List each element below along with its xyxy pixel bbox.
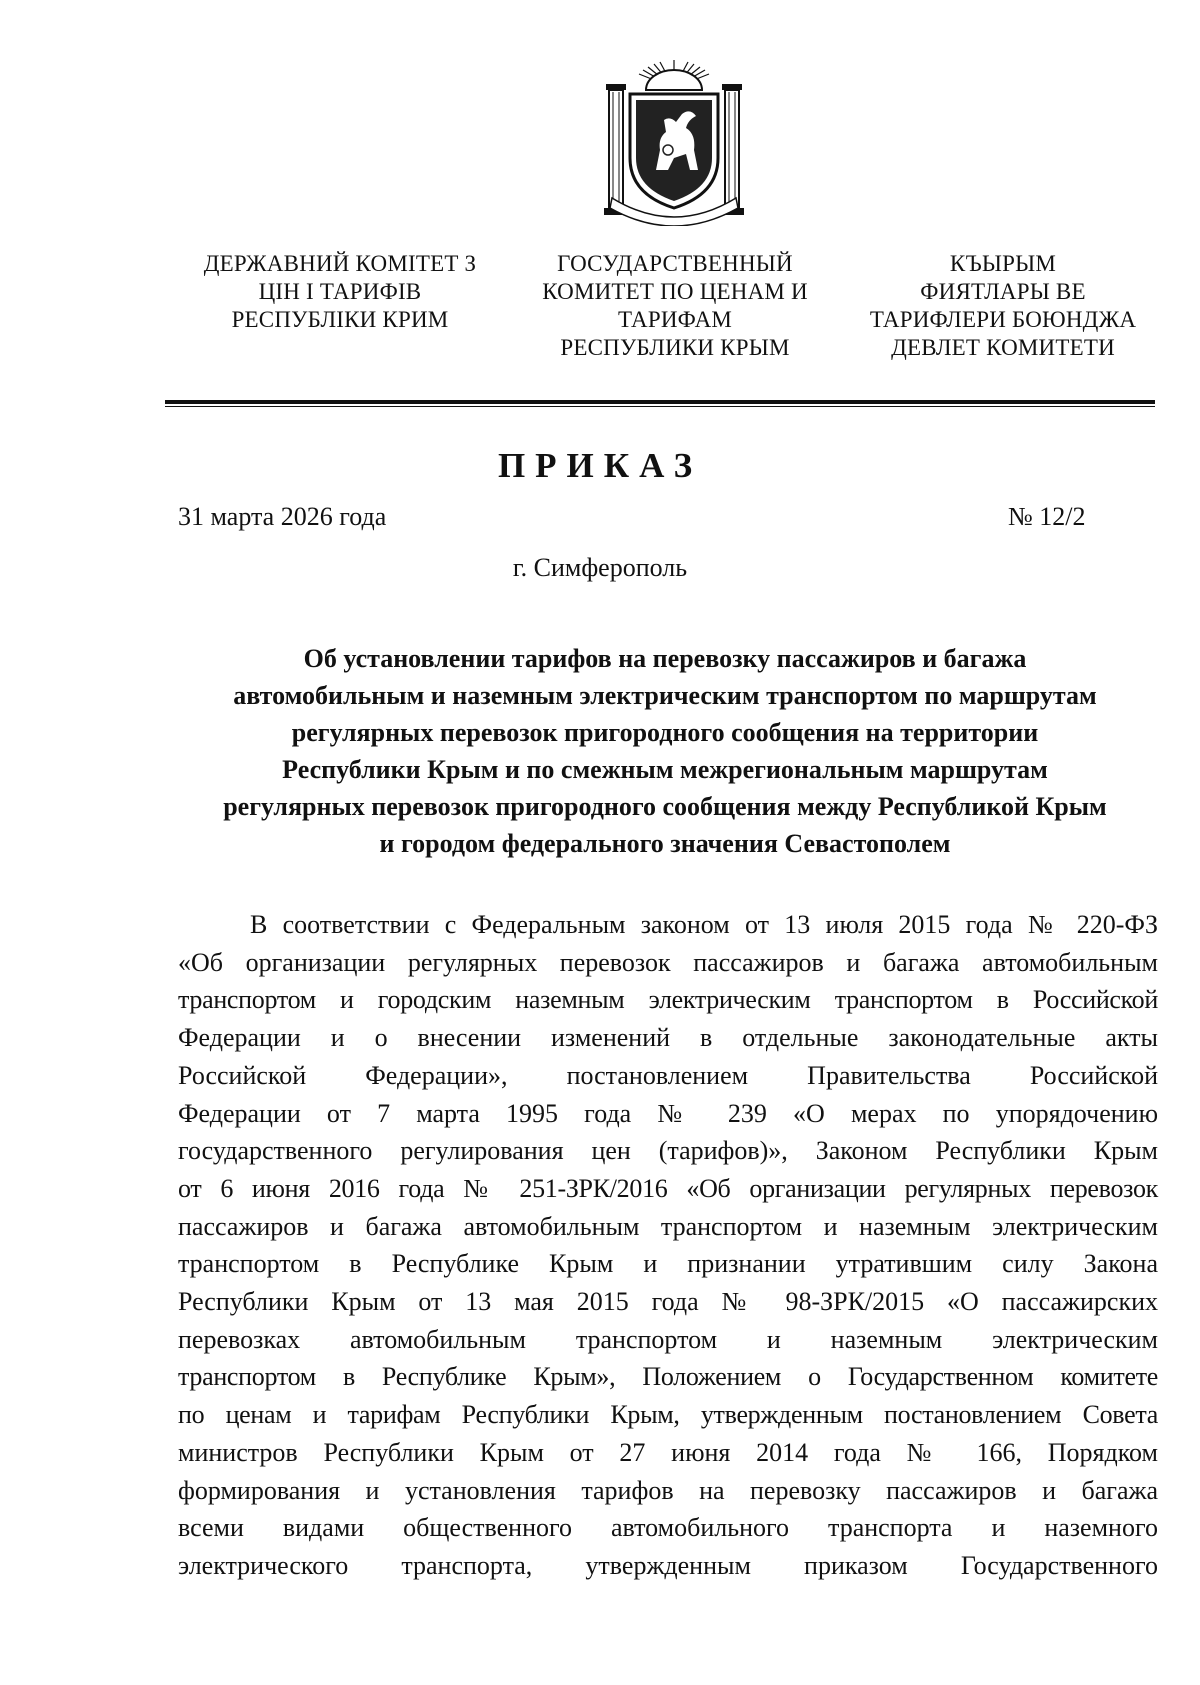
subject-line: Республики Крым и по смежным межрегиональным маршрутам [282,755,1048,784]
body-line: В соответствии с Федеральным законом от 13 июля 2015 года № 220-ФЗ [250,910,1158,939]
crimea-coat-of-arms-icon [598,58,750,226]
body-line: пассажиров и багажа автомобильным транспортом и наземным электрическим [178,1211,1158,1241]
header-russian-line: РЕСПУБЛИКИ КРЫМ [560,335,790,360]
body-line: формирования и установления тарифов на перевозку пассажиров и багажа [178,1475,1158,1505]
body-line: государственного регулирования цен (тарифов)», Законом Республики Крым [178,1136,1158,1166]
body-line: по ценам и тарифам Республики Крым, утвержденным постановлением Совета [178,1400,1158,1430]
body-line: всеми видами общественного автомобильного транспорта и наземного [178,1513,1158,1543]
subject-line: автомобильным и наземным электрическим транспортом по маршрутам [233,681,1097,710]
body-line: от 6 июня 2016 года № 251-ЗРК/2016 «Об организации регулярных перевозок [178,1173,1158,1203]
subject-line: Об установлении тарифов на перевозку пассажиров и багажа [303,644,1027,673]
document-date: 31 марта 2026 года [178,502,387,531]
header-ukrainian [190,250,490,334]
body-line: Российской Федерации», постановлением Правительства Российской [178,1060,1158,1090]
body-line: транспортом и городским наземным электрическим транспортом в Российской [178,985,1158,1015]
body-line: транспортом в Республике Крым», Положением о Государственном комитете [178,1362,1158,1392]
header-crimean-tatar-line: КЪЫРЫМ [949,251,1057,276]
document-body [178,906,1158,1585]
body-line: перевозках автомобильным транспортом и наземным электрическим [178,1324,1158,1354]
header-ukrainian-line: ДЕРЖАВНИЙ КОМІТЕТ З [203,251,477,276]
subject-line: регулярных перевозок пригородного сообщения между Республикой Крым [223,792,1107,821]
document-number: № 12/2 [1008,502,1086,531]
header-russian-line: КОМИТЕТ ПО ЦЕНАМ И [542,279,808,304]
header-crimean-tatar-line: ТАРИФЛЕРИ БОЮНДЖА [869,307,1137,332]
body-line: Федерации и о внесении изменений в отдельные законодательные акты [178,1023,1158,1053]
document-type-title: ПРИКАЗ [497,446,703,485]
body-line: электрического транспорта, утвержденным приказом Государственного [178,1550,1158,1580]
header-divider [165,400,1155,407]
header-russian-line: ГОСУДАРСТВЕННЫЙ [557,251,793,276]
subject-line: и городом федерального значения Севастополем [379,829,951,858]
document-city: г. Симферополь [512,553,688,582]
body-line: министров Республики Крым от 27 июня 2014 года № 166, Порядком [178,1437,1158,1467]
header-crimean-tatar-line: ДЕВЛЕТ КОМИТЕТИ [891,335,1115,360]
body-line: транспортом в Республике Крым и признании утратившим силу Закона [178,1249,1158,1279]
header-crimean-tatar [848,250,1158,362]
header-crimean-tatar-line: ФИЯТЛАРЫ ВЕ [920,279,1086,304]
body-line: Федерации от 7 марта 1995 года № 239 «О мерах по упорядочению [178,1098,1158,1128]
document-subject [165,640,1165,862]
header-russian-line: ТАРИФАМ [617,307,733,332]
header-ukrainian-line: ЦІН І ТАРИФІВ [258,279,422,304]
body-line: Республики Крым от 13 мая 2015 года № 98-ЗРК/2015 «О пассажирских [178,1287,1158,1317]
header-ukrainian-line: РЕСПУБЛІКИ КРИМ [231,307,449,332]
header-russian [520,250,830,362]
body-line: «Об организации регулярных перевозок пассажиров и багажа автомобильным [178,947,1158,977]
subject-line: регулярных перевозок пригородного сообщения на территории [291,718,1039,747]
